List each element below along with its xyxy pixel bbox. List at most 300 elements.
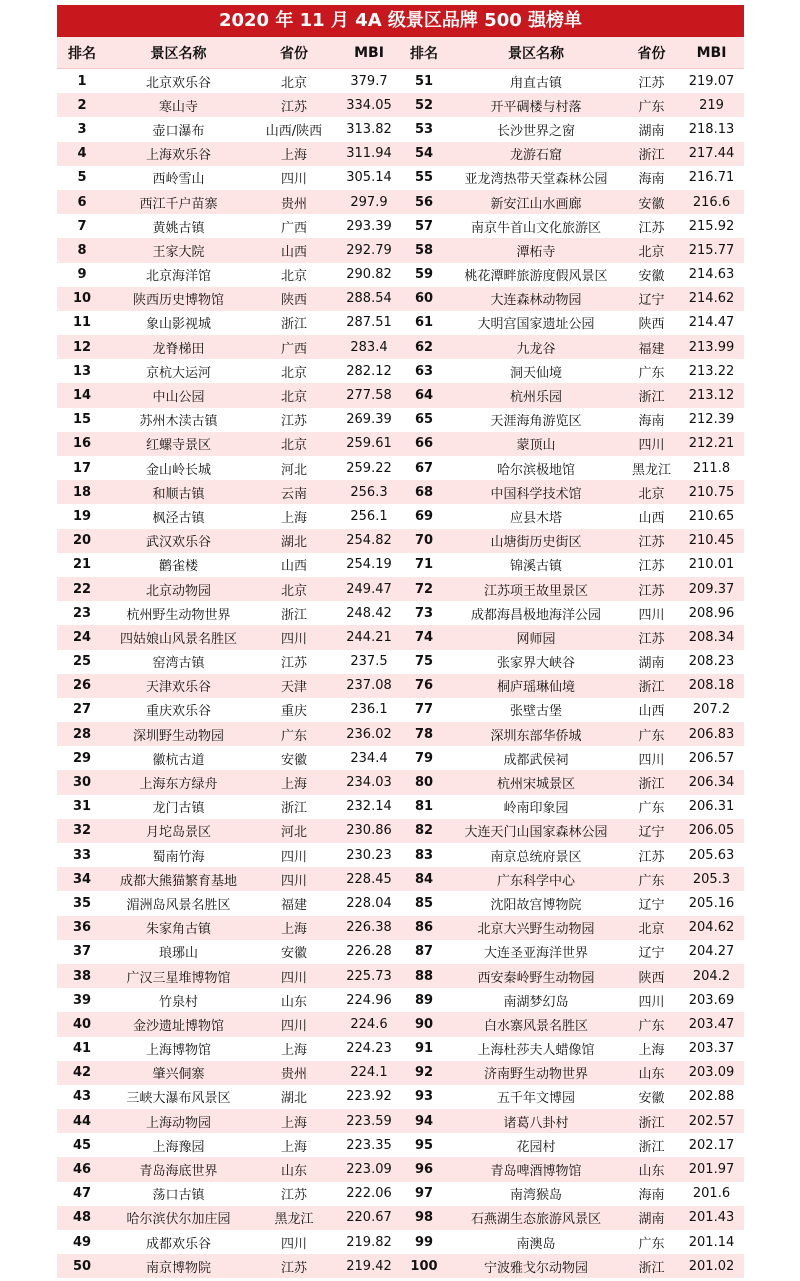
table-row xyxy=(57,1037,744,1061)
table-row xyxy=(57,166,744,190)
cell-rank: 74 xyxy=(400,625,448,649)
cell-province: 广东 xyxy=(624,1230,679,1254)
cell-province: 安徽 xyxy=(624,263,679,287)
cell-rank: 66 xyxy=(400,432,448,456)
cell-province: 天津 xyxy=(250,674,338,698)
cell-province: 江苏 xyxy=(250,408,338,432)
cell-province: 山西 xyxy=(250,553,338,577)
cell-mbi: 213.22 xyxy=(679,359,744,383)
cell-scenic-name: 青岛啤酒博物馆 xyxy=(448,1157,624,1181)
cell-mbi: 277.58 xyxy=(338,383,400,407)
cell-scenic-name: 沈阳故宫博物院 xyxy=(448,891,624,915)
cell-mbi: 236.02 xyxy=(338,722,400,746)
cell-scenic-name: 中国科学技术馆 xyxy=(448,480,624,504)
cell-scenic-name: 徽杭古道 xyxy=(107,746,250,770)
cell-scenic-name: 中山公园 xyxy=(107,383,250,407)
cell-scenic-name: 陕西历史博物馆 xyxy=(107,287,250,311)
cell-province: 广东 xyxy=(250,722,338,746)
cell-mbi: 282.12 xyxy=(338,359,400,383)
cell-province: 上海 xyxy=(250,1037,338,1061)
cell-rank: 18 xyxy=(57,480,107,504)
table-row xyxy=(57,577,744,601)
cell-mbi: 216.71 xyxy=(679,166,744,190)
cell-rank: 42 xyxy=(57,1061,107,1085)
cell-scenic-name: 桐庐瑶琳仙境 xyxy=(448,674,624,698)
cell-province: 海南 xyxy=(624,1182,679,1206)
cell-rank: 91 xyxy=(400,1037,448,1061)
table-row xyxy=(57,553,744,577)
cell-scenic-name: 象山影视城 xyxy=(107,311,250,335)
table-row xyxy=(57,625,744,649)
cell-mbi: 210.01 xyxy=(679,553,744,577)
cell-mbi: 210.45 xyxy=(679,529,744,553)
cell-mbi: 224.1 xyxy=(338,1061,400,1085)
cell-rank: 88 xyxy=(400,964,448,988)
cell-province: 浙江 xyxy=(250,311,338,335)
cell-province: 江苏 xyxy=(250,93,338,117)
cell-rank: 86 xyxy=(400,916,448,940)
cell-province: 四川 xyxy=(250,625,338,649)
cell-province: 北京 xyxy=(624,480,679,504)
header-rank: 排名 xyxy=(400,37,448,69)
cell-scenic-name: 新安江山水画廊 xyxy=(448,190,624,214)
page-title: 2020 年 11 月 4A 级景区品牌 500 强榜单 xyxy=(57,5,744,37)
cell-province: 浙江 xyxy=(250,795,338,819)
cell-province: 北京 xyxy=(250,577,338,601)
cell-mbi: 215.92 xyxy=(679,214,744,238)
cell-scenic-name: 网师园 xyxy=(448,625,624,649)
table-row xyxy=(57,770,744,794)
cell-mbi: 248.42 xyxy=(338,601,400,625)
cell-rank: 59 xyxy=(400,263,448,287)
cell-scenic-name: 白水寨风景名胜区 xyxy=(448,1012,624,1036)
cell-rank: 94 xyxy=(400,1109,448,1133)
cell-rank: 6 xyxy=(57,190,107,214)
cell-rank: 3 xyxy=(57,117,107,141)
cell-province: 北京 xyxy=(624,916,679,940)
cell-mbi: 201.02 xyxy=(679,1254,744,1278)
cell-province: 江苏 xyxy=(250,650,338,674)
cell-mbi: 219.07 xyxy=(679,69,744,94)
cell-rank: 11 xyxy=(57,311,107,335)
cell-province: 广东 xyxy=(624,1012,679,1036)
cell-mbi: 256.3 xyxy=(338,480,400,504)
cell-mbi: 213.12 xyxy=(679,383,744,407)
cell-province: 广东 xyxy=(624,93,679,117)
cell-scenic-name: 上海东方绿舟 xyxy=(107,770,250,794)
cell-province: 上海 xyxy=(250,142,338,166)
cell-mbi: 206.83 xyxy=(679,722,744,746)
cell-province: 安徽 xyxy=(624,1085,679,1109)
cell-scenic-name: 南澳岛 xyxy=(448,1230,624,1254)
cell-rank: 100 xyxy=(400,1254,448,1278)
cell-scenic-name: 京杭大运河 xyxy=(107,359,250,383)
cell-province: 山西 xyxy=(250,238,338,262)
table-row xyxy=(57,238,744,262)
table-row xyxy=(57,1012,744,1036)
cell-province: 海南 xyxy=(624,408,679,432)
cell-rank: 75 xyxy=(400,650,448,674)
cell-scenic-name: 南京牛首山文化旅游区 xyxy=(448,214,624,238)
cell-scenic-name: 成都大熊猫繁育基地 xyxy=(107,867,250,891)
cell-rank: 40 xyxy=(57,1012,107,1036)
cell-mbi: 214.47 xyxy=(679,311,744,335)
cell-scenic-name: 青岛海底世界 xyxy=(107,1157,250,1181)
cell-province: 上海 xyxy=(250,504,338,528)
cell-mbi: 206.57 xyxy=(679,746,744,770)
cell-scenic-name: 哈尔滨伏尔加庄园 xyxy=(107,1206,250,1230)
cell-scenic-name: 湄洲岛风景名胜区 xyxy=(107,891,250,915)
cell-mbi: 206.31 xyxy=(679,795,744,819)
cell-province: 山东 xyxy=(250,988,338,1012)
cell-rank: 54 xyxy=(400,142,448,166)
cell-province: 四川 xyxy=(250,843,338,867)
cell-mbi: 223.09 xyxy=(338,1157,400,1181)
cell-rank: 1 xyxy=(57,69,107,94)
table-row xyxy=(57,456,744,480)
cell-mbi: 204.62 xyxy=(679,916,744,940)
cell-province: 湖南 xyxy=(624,650,679,674)
cell-rank: 52 xyxy=(400,93,448,117)
cell-province: 山西 xyxy=(624,698,679,722)
table-row xyxy=(57,746,744,770)
cell-mbi: 202.88 xyxy=(679,1085,744,1109)
cell-rank: 68 xyxy=(400,480,448,504)
cell-mbi: 236.1 xyxy=(338,698,400,722)
cell-scenic-name: 肇兴侗寨 xyxy=(107,1061,250,1085)
cell-mbi: 210.65 xyxy=(679,504,744,528)
cell-mbi: 226.38 xyxy=(338,916,400,940)
table-row xyxy=(57,819,744,843)
cell-rank: 77 xyxy=(400,698,448,722)
cell-mbi: 219 xyxy=(679,93,744,117)
cell-province: 湖北 xyxy=(250,1085,338,1109)
cell-mbi: 219.42 xyxy=(338,1254,400,1278)
cell-mbi: 259.61 xyxy=(338,432,400,456)
cell-province: 湖南 xyxy=(624,117,679,141)
cell-province: 四川 xyxy=(250,867,338,891)
cell-scenic-name: 长沙世界之窗 xyxy=(448,117,624,141)
cell-scenic-name: 甪直古镇 xyxy=(448,69,624,94)
cell-rank: 41 xyxy=(57,1037,107,1061)
cell-rank: 72 xyxy=(400,577,448,601)
cell-rank: 43 xyxy=(57,1085,107,1109)
cell-scenic-name: 朱家角古镇 xyxy=(107,916,250,940)
cell-province: 黑龙江 xyxy=(250,1206,338,1230)
cell-rank: 90 xyxy=(400,1012,448,1036)
cell-mbi: 217.44 xyxy=(679,142,744,166)
cell-province: 浙江 xyxy=(624,1254,679,1278)
cell-mbi: 224.6 xyxy=(338,1012,400,1036)
cell-rank: 84 xyxy=(400,867,448,891)
table-row xyxy=(57,359,744,383)
table-row xyxy=(57,1182,744,1206)
cell-mbi: 220.67 xyxy=(338,1206,400,1230)
cell-mbi: 254.19 xyxy=(338,553,400,577)
cell-rank: 7 xyxy=(57,214,107,238)
cell-scenic-name: 北京动物园 xyxy=(107,577,250,601)
cell-province: 陕西 xyxy=(250,287,338,311)
cell-scenic-name: 寒山寺 xyxy=(107,93,250,117)
cell-mbi: 228.45 xyxy=(338,867,400,891)
table-row xyxy=(57,504,744,528)
cell-rank: 28 xyxy=(57,722,107,746)
cell-mbi: 287.51 xyxy=(338,311,400,335)
table-row xyxy=(57,1206,744,1230)
cell-rank: 61 xyxy=(400,311,448,335)
table-row xyxy=(57,867,744,891)
cell-mbi: 259.22 xyxy=(338,456,400,480)
cell-mbi: 226.28 xyxy=(338,940,400,964)
cell-mbi: 205.16 xyxy=(679,891,744,915)
cell-rank: 30 xyxy=(57,770,107,794)
table-row xyxy=(57,93,744,117)
cell-province: 江苏 xyxy=(624,577,679,601)
cell-province: 河北 xyxy=(250,819,338,843)
cell-mbi: 269.39 xyxy=(338,408,400,432)
cell-province: 辽宁 xyxy=(624,940,679,964)
cell-mbi: 208.18 xyxy=(679,674,744,698)
table-row xyxy=(57,383,744,407)
cell-scenic-name: 五千年文博园 xyxy=(448,1085,624,1109)
table-row xyxy=(57,142,744,166)
table-row xyxy=(57,117,744,141)
cell-rank: 89 xyxy=(400,988,448,1012)
cell-rank: 24 xyxy=(57,625,107,649)
cell-mbi: 201.6 xyxy=(679,1182,744,1206)
cell-province: 贵州 xyxy=(250,190,338,214)
cell-province: 湖北 xyxy=(250,529,338,553)
cell-scenic-name: 杭州乐园 xyxy=(448,383,624,407)
cell-mbi: 215.77 xyxy=(679,238,744,262)
cell-rank: 10 xyxy=(57,287,107,311)
cell-scenic-name: 枫泾古镇 xyxy=(107,504,250,528)
cell-scenic-name: 锦溪古镇 xyxy=(448,553,624,577)
cell-scenic-name: 九龙谷 xyxy=(448,335,624,359)
cell-rank: 37 xyxy=(57,940,107,964)
table-row xyxy=(57,988,744,1012)
cell-scenic-name: 四姑娘山风景名胜区 xyxy=(107,625,250,649)
cell-scenic-name: 花园村 xyxy=(448,1133,624,1157)
table-row xyxy=(57,214,744,238)
cell-mbi: 210.75 xyxy=(679,480,744,504)
cell-scenic-name: 大连天门山国家森林公园 xyxy=(448,819,624,843)
cell-province: 福建 xyxy=(250,891,338,915)
cell-rank: 32 xyxy=(57,819,107,843)
cell-mbi: 203.09 xyxy=(679,1061,744,1085)
cell-province: 上海 xyxy=(250,1109,338,1133)
cell-scenic-name: 三峡大瀑布风景区 xyxy=(107,1085,250,1109)
cell-mbi: 297.9 xyxy=(338,190,400,214)
cell-scenic-name: 龙门古镇 xyxy=(107,795,250,819)
cell-province: 贵州 xyxy=(250,1061,338,1085)
cell-province: 四川 xyxy=(624,746,679,770)
cell-mbi: 283.4 xyxy=(338,335,400,359)
cell-rank: 49 xyxy=(57,1230,107,1254)
cell-scenic-name: 窑湾古镇 xyxy=(107,650,250,674)
cell-scenic-name: 北京欢乐谷 xyxy=(107,69,250,94)
cell-mbi: 201.14 xyxy=(679,1230,744,1254)
cell-rank: 58 xyxy=(400,238,448,262)
cell-rank: 57 xyxy=(400,214,448,238)
cell-scenic-name: 黄姚古镇 xyxy=(107,214,250,238)
cell-scenic-name: 南京总统府景区 xyxy=(448,843,624,867)
cell-mbi: 228.04 xyxy=(338,891,400,915)
cell-province: 广东 xyxy=(624,795,679,819)
cell-rank: 85 xyxy=(400,891,448,915)
cell-province: 四川 xyxy=(250,964,338,988)
cell-rank: 2 xyxy=(57,93,107,117)
cell-scenic-name: 深圳东部华侨城 xyxy=(448,722,624,746)
cell-scenic-name: 鹳雀楼 xyxy=(107,553,250,577)
cell-scenic-name: 上海动物园 xyxy=(107,1109,250,1133)
cell-mbi: 230.86 xyxy=(338,819,400,843)
cell-province: 北京 xyxy=(250,69,338,94)
cell-rank: 99 xyxy=(400,1230,448,1254)
cell-province: 江苏 xyxy=(624,529,679,553)
ranking-table xyxy=(57,37,744,1278)
cell-rank: 69 xyxy=(400,504,448,528)
cell-mbi: 214.63 xyxy=(679,263,744,287)
table-header-row xyxy=(57,37,744,69)
cell-rank: 22 xyxy=(57,577,107,601)
cell-mbi: 207.2 xyxy=(679,698,744,722)
cell-rank: 51 xyxy=(400,69,448,94)
cell-mbi: 249.47 xyxy=(338,577,400,601)
cell-rank: 79 xyxy=(400,746,448,770)
cell-scenic-name: 和顺古镇 xyxy=(107,480,250,504)
cell-mbi: 288.54 xyxy=(338,287,400,311)
cell-scenic-name: 洞天仙境 xyxy=(448,359,624,383)
cell-scenic-name: 北京海洋馆 xyxy=(107,263,250,287)
cell-rank: 23 xyxy=(57,601,107,625)
cell-province: 黑龙江 xyxy=(624,456,679,480)
table-row xyxy=(57,891,744,915)
table-row xyxy=(57,480,744,504)
cell-mbi: 204.2 xyxy=(679,964,744,988)
table-row xyxy=(57,1061,744,1085)
cell-rank: 96 xyxy=(400,1157,448,1181)
cell-rank: 48 xyxy=(57,1206,107,1230)
cell-mbi: 223.59 xyxy=(338,1109,400,1133)
cell-rank: 93 xyxy=(400,1085,448,1109)
cell-province: 四川 xyxy=(624,432,679,456)
table-row xyxy=(57,795,744,819)
cell-mbi: 205.3 xyxy=(679,867,744,891)
table-row xyxy=(57,529,744,553)
header-province: 省份 xyxy=(250,37,338,69)
cell-province: 四川 xyxy=(624,601,679,625)
cell-province: 浙江 xyxy=(624,1133,679,1157)
cell-province: 安徽 xyxy=(250,746,338,770)
cell-province: 上海 xyxy=(250,916,338,940)
cell-province: 四川 xyxy=(250,1230,338,1254)
cell-mbi: 203.47 xyxy=(679,1012,744,1036)
cell-province: 河北 xyxy=(250,456,338,480)
cell-mbi: 203.37 xyxy=(679,1037,744,1061)
cell-rank: 50 xyxy=(57,1254,107,1278)
ranking-table-body xyxy=(57,69,744,1279)
cell-rank: 87 xyxy=(400,940,448,964)
table-row xyxy=(57,674,744,698)
cell-province: 江苏 xyxy=(624,214,679,238)
cell-rank: 4 xyxy=(57,142,107,166)
cell-rank: 12 xyxy=(57,335,107,359)
cell-scenic-name: 王家大院 xyxy=(107,238,250,262)
cell-mbi: 204.27 xyxy=(679,940,744,964)
cell-rank: 60 xyxy=(400,287,448,311)
cell-mbi: 293.39 xyxy=(338,214,400,238)
cell-scenic-name: 北京大兴野生动物园 xyxy=(448,916,624,940)
cell-province: 福建 xyxy=(624,335,679,359)
header-scenic-name: 景区名称 xyxy=(107,37,250,69)
cell-scenic-name: 蜀南竹海 xyxy=(107,843,250,867)
cell-rank: 81 xyxy=(400,795,448,819)
cell-scenic-name: 济南野生动物世界 xyxy=(448,1061,624,1085)
cell-province: 湖南 xyxy=(624,1206,679,1230)
cell-province: 上海 xyxy=(250,770,338,794)
cell-rank: 78 xyxy=(400,722,448,746)
cell-scenic-name: 应县木塔 xyxy=(448,504,624,528)
cell-province: 浙江 xyxy=(250,601,338,625)
table-row xyxy=(57,69,744,94)
cell-scenic-name: 广东科学中心 xyxy=(448,867,624,891)
table-row xyxy=(57,601,744,625)
table-row xyxy=(57,1085,744,1109)
cell-scenic-name: 张壁古堡 xyxy=(448,698,624,722)
table-row xyxy=(57,432,744,456)
cell-province: 浙江 xyxy=(624,1109,679,1133)
table-row xyxy=(57,311,744,335)
table-row xyxy=(57,190,744,214)
cell-mbi: 211.8 xyxy=(679,456,744,480)
cell-rank: 62 xyxy=(400,335,448,359)
cell-mbi: 202.57 xyxy=(679,1109,744,1133)
cell-scenic-name: 潭柘寺 xyxy=(448,238,624,262)
table-row xyxy=(57,843,744,867)
cell-mbi: 244.21 xyxy=(338,625,400,649)
cell-rank: 19 xyxy=(57,504,107,528)
cell-scenic-name: 成都海昌极地海洋公园 xyxy=(448,601,624,625)
header-mbi: MBI xyxy=(338,37,400,69)
cell-scenic-name: 西岭雪山 xyxy=(107,166,250,190)
cell-scenic-name: 亚龙湾热带天堂森林公园 xyxy=(448,166,624,190)
cell-scenic-name: 龙脊梯田 xyxy=(107,335,250,359)
cell-province: 北京 xyxy=(250,432,338,456)
cell-mbi: 222.06 xyxy=(338,1182,400,1206)
cell-scenic-name: 江苏项王故里景区 xyxy=(448,577,624,601)
table-row xyxy=(57,916,744,940)
cell-scenic-name: 成都欢乐谷 xyxy=(107,1230,250,1254)
table-row xyxy=(57,1254,744,1278)
cell-mbi: 311.94 xyxy=(338,142,400,166)
cell-scenic-name: 金山岭长城 xyxy=(107,456,250,480)
cell-rank: 34 xyxy=(57,867,107,891)
cell-mbi: 206.05 xyxy=(679,819,744,843)
cell-scenic-name: 开平碉楼与村落 xyxy=(448,93,624,117)
cell-scenic-name: 蒙顶山 xyxy=(448,432,624,456)
cell-province: 辽宁 xyxy=(624,287,679,311)
cell-province: 江苏 xyxy=(624,69,679,94)
cell-rank: 26 xyxy=(57,674,107,698)
table-row xyxy=(57,287,744,311)
cell-mbi: 223.92 xyxy=(338,1085,400,1109)
cell-mbi: 201.43 xyxy=(679,1206,744,1230)
table-row xyxy=(57,1157,744,1181)
cell-province: 广东 xyxy=(624,722,679,746)
cell-mbi: 224.96 xyxy=(338,988,400,1012)
cell-province: 广西 xyxy=(250,335,338,359)
